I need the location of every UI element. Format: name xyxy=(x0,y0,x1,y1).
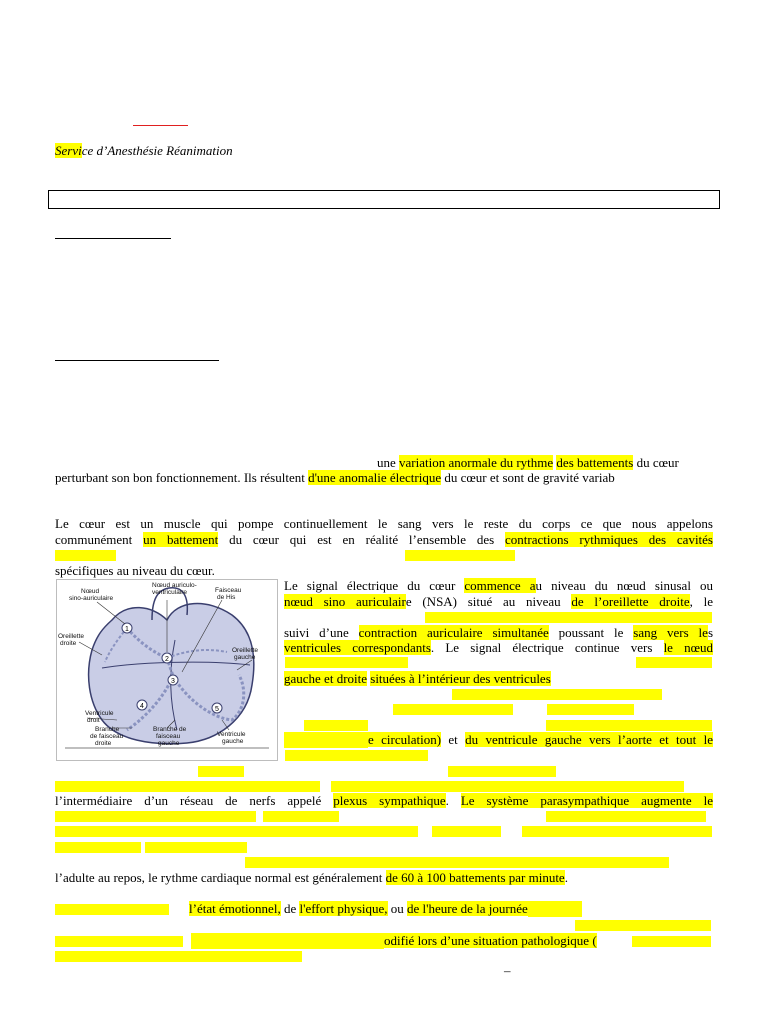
para4-text: . xyxy=(564,870,568,885)
highlight-bar xyxy=(145,842,247,853)
para2-text: du cœur qui est en réalité l’ensemble des xyxy=(218,532,505,547)
right-highlight: le nœud xyxy=(663,640,713,655)
label-left-bundle: faisceau xyxy=(156,733,181,740)
right-line-1 xyxy=(284,578,713,594)
highlight-bar xyxy=(304,720,368,731)
service-header-highlight: Servi xyxy=(55,143,82,158)
highlight-bar xyxy=(432,826,501,837)
para3-text: . xyxy=(445,793,461,808)
right-text: . Le signal électrique continue vers xyxy=(430,640,664,655)
highlight-bar xyxy=(405,550,515,561)
right-text: Le signal électrique du cœur xyxy=(284,578,465,593)
right-line-4 xyxy=(284,640,713,656)
label-right-bundle: droite xyxy=(95,740,112,747)
right-text: poussant le xyxy=(548,625,634,640)
heart-diagram xyxy=(57,580,277,760)
node-number: 1 xyxy=(125,626,129,633)
highlight-bar xyxy=(55,781,320,792)
right-highlight: contraction auriculaire simultanée xyxy=(358,625,549,640)
right-highlight: ventricules correspondants xyxy=(284,640,431,655)
label-left-ventricle: gauche xyxy=(222,738,244,745)
intro-highlight: d'une anomalie électrique xyxy=(308,470,442,485)
heading-underline-1 xyxy=(55,238,171,239)
para2-highlight: un battement xyxy=(143,532,219,547)
label-av-node: Nœud auriculo- xyxy=(152,582,197,589)
right-highlight: sang vers le xyxy=(633,625,708,640)
label-left-bundle: gauche xyxy=(158,740,180,747)
label-right-bundle: Branche xyxy=(95,726,120,733)
highlight-bar xyxy=(425,612,712,623)
highlight-bar xyxy=(55,550,116,561)
highlight-bar xyxy=(546,720,712,731)
label-left-bundle: Branche de xyxy=(153,726,187,733)
para2-text: Le cœur est un muscle qui pompe continuellement le sang vers le reste du corps ce que nous appelons xyxy=(55,516,713,531)
highlight-bar xyxy=(528,901,582,917)
red-underline xyxy=(133,125,188,126)
title-box xyxy=(48,190,720,209)
intro-highlight: des battements xyxy=(556,455,634,470)
label-right-ventricle: Ventricule xyxy=(85,710,114,717)
right-highlight: de l’oreillette droite xyxy=(571,594,690,609)
right-highlight: nœud sino auriculair xyxy=(284,594,406,609)
highlight-bar xyxy=(285,750,428,761)
right-text: et xyxy=(441,732,466,747)
intro-text: du cœur et sont de gravité variab xyxy=(441,470,615,485)
highlight-bar xyxy=(636,657,712,668)
highlight-bar xyxy=(575,920,711,931)
para5-highlight: l'effort physique, xyxy=(299,901,388,916)
highlight-bar xyxy=(55,936,183,947)
highlight-bar xyxy=(55,951,302,962)
label-his-bundle: Faisceau xyxy=(215,587,242,594)
highlight-bar xyxy=(331,781,684,792)
highlight-bar xyxy=(547,704,634,715)
highlight-bar xyxy=(263,811,339,822)
right-text: suivi d’une xyxy=(284,625,359,640)
intro-line-2 xyxy=(55,470,713,486)
right-text: e (NSA) situé au niveau xyxy=(405,594,572,609)
highlight-bar xyxy=(55,811,256,822)
para5-text: ou xyxy=(387,901,408,916)
para5-highlight: l’état émotionnel, xyxy=(189,901,281,916)
right-highlight: du ventricule gauche vers l’aorte et tout le xyxy=(465,732,714,747)
para5-highlight: odifié lors d’une situation pathologique ( xyxy=(384,933,597,948)
para3-highlight: Le système parasympathique augmente le xyxy=(460,793,713,808)
highlight-bar xyxy=(522,826,712,837)
label-left-ventricle: Ventricule xyxy=(217,731,246,738)
right-text: s xyxy=(707,625,713,640)
highlight-bar xyxy=(245,857,669,868)
heart-conduction-figure xyxy=(56,579,278,761)
highlight-bar xyxy=(632,936,711,947)
highlight-bar xyxy=(546,811,706,822)
label-right-atrium: droite xyxy=(60,640,77,647)
para3-line-1 xyxy=(55,793,713,809)
node-number: 2 xyxy=(165,656,169,663)
para4-highlight: de 60 à 100 battements par minute xyxy=(385,870,565,885)
right-highlight: gauche et droite xyxy=(284,671,368,686)
highlight-bar xyxy=(393,704,513,715)
right-text: , le xyxy=(689,594,713,609)
highlight-bar xyxy=(55,842,141,853)
node-number: 4 xyxy=(140,703,144,710)
intro-text: du cœur xyxy=(633,455,679,470)
highlight-bar xyxy=(198,766,244,777)
intro-text: une xyxy=(377,455,400,470)
para5-highlight: de l'heure de la journée xyxy=(407,901,528,916)
right-line-6 xyxy=(284,732,713,748)
label-left-atrium: gauche xyxy=(234,654,256,661)
heading-underline-2 xyxy=(55,360,219,361)
right-line-2 xyxy=(284,594,713,610)
highlight-bar xyxy=(452,689,662,700)
para2-line-2 xyxy=(55,532,713,548)
intro-highlight: variation anormale du rythme xyxy=(399,455,554,470)
para2-text: spécifiques au niveau du cœur. xyxy=(55,563,215,578)
right-highlight: e circulation) xyxy=(368,732,442,747)
highlight-bar xyxy=(55,904,169,915)
para2-text: communément xyxy=(55,532,144,547)
label-av-node: ventriculaire xyxy=(152,589,188,596)
node-number: 5 xyxy=(215,706,219,713)
para5-text: de xyxy=(280,901,300,916)
highlight-bar xyxy=(448,766,556,777)
label-right-ventricle: droit xyxy=(87,717,100,724)
para4-text: l’adulte au repos, le rythme cardiaque normal est généralement xyxy=(55,870,386,885)
para4-line-1 xyxy=(55,870,713,886)
para2-line-1 xyxy=(55,516,713,532)
label-right-bundle: de faisceau xyxy=(90,733,124,740)
highlight-bar xyxy=(285,657,408,668)
para2-highlight: contractions rythmiques des cavités xyxy=(505,532,713,547)
service-header-rest: ce d’Anesthésie Réanimation xyxy=(81,143,233,158)
right-highlight: situées à l’intérieur des ventricules xyxy=(370,671,551,686)
right-highlight: commence a xyxy=(464,578,536,593)
right-line-5 xyxy=(284,671,713,687)
para3-highlight: plexus sympathique xyxy=(333,793,446,808)
para2-line-3 xyxy=(55,563,713,579)
label-left-atrium: Oreillette xyxy=(232,647,259,654)
label-sinus-node: Nœud xyxy=(81,588,100,595)
highlight-bar xyxy=(191,933,384,949)
label-right-atrium: Oreillette xyxy=(58,633,85,640)
service-header xyxy=(55,143,233,159)
label-his-bundle: de His xyxy=(217,594,236,601)
right-line-3 xyxy=(284,625,713,641)
node-number: 3 xyxy=(171,678,175,685)
intro-text: perturbant son bon fonctionnement. Ils résultent xyxy=(55,470,309,485)
label-sinus-node: sino-auriculaire xyxy=(69,595,114,602)
para3-text: l’intermédiaire d’un réseau de nerfs appelé xyxy=(55,793,334,808)
highlight-bar xyxy=(284,732,368,748)
highlight-bar xyxy=(55,826,418,837)
footer-dash: – xyxy=(504,963,511,978)
right-text: u niveau du nœud sinusal ou xyxy=(535,578,713,593)
